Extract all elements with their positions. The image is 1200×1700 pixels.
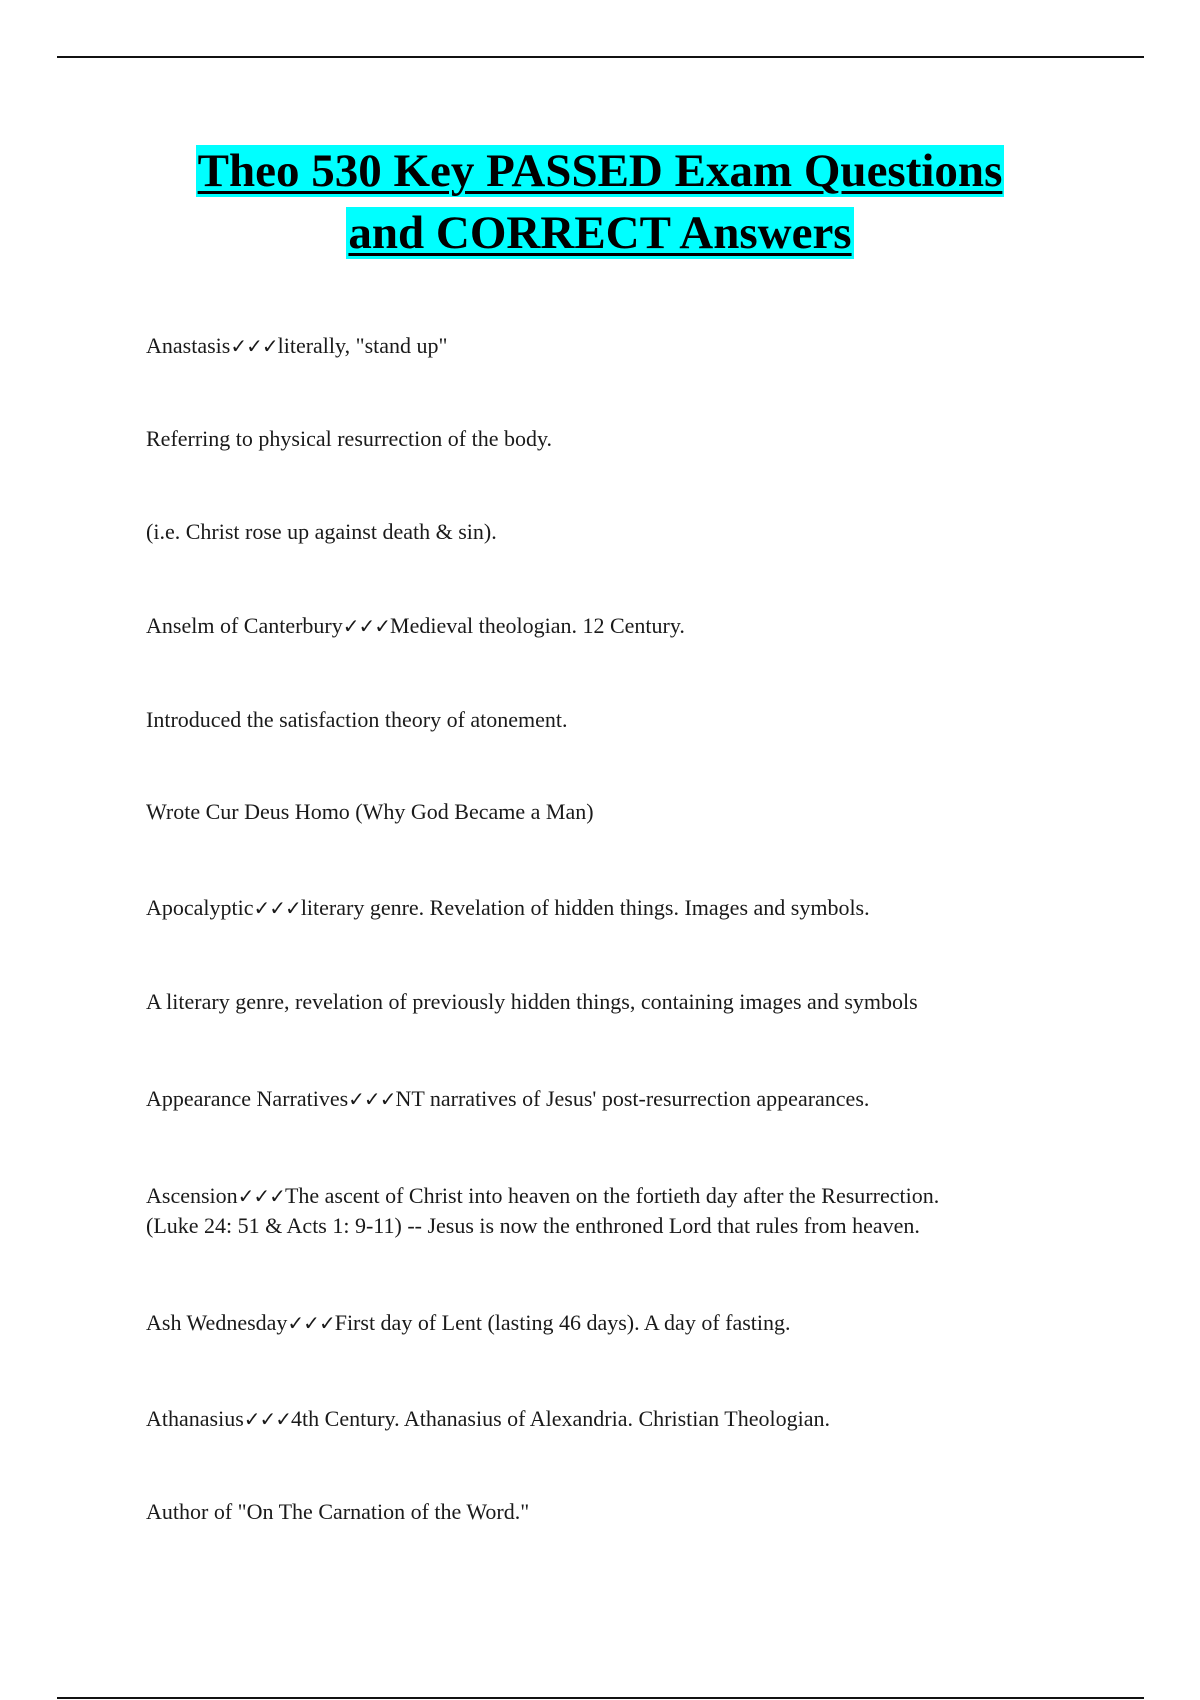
title-line-1: Theo 530 Key PASSED Exam Questions [197,145,1003,197]
definition: The ascent of Christ into heaven on the fortieth day after the Resurrection. [284,1183,940,1208]
term: Ascension [146,1183,238,1208]
note-line: (i.e. Christ rose up against death & sin). [146,519,497,544]
qa-entry-ascension-continued: (Luke 24: 51 & Acts 1: 9-11) -- Jesus is now the enthroned Lord that rules from heaven. [146,1213,920,1238]
qa-entry-athanasius [146,1404,1096,1434]
note-line: Introduced the satisfaction theory of atonement. [146,707,568,732]
term: Apocalyptic [146,895,254,920]
checkmarks-icon: ✓✓✓ [230,334,278,358]
checkmarks-icon: ✓✓✓ [348,1087,396,1111]
definition: literally, "stand up" [277,333,448,358]
definition: Medieval theologian. 12 Century. [390,613,685,638]
qa-entry-anselm [146,611,1096,641]
qa-entry-apocalyptic [146,893,1096,923]
checkmarks-icon: ✓✓✓ [237,1184,285,1208]
note-line: A literary genre, revelation of previously hidden things, containing images and symbols [146,989,918,1014]
bottom-rule [57,1697,1144,1699]
checkmarks-icon: ✓✓✓ [253,896,301,920]
term: Appearance Narratives [146,1086,349,1111]
title-line-2: and CORRECT Answers [348,207,852,259]
qa-entry-ascension [146,1181,1096,1211]
note-line: Referring to physical resurrection of the body. [146,426,553,451]
term: Anastasis [146,333,231,358]
qa-entry-anastasis [146,331,1096,361]
qa-entry-ash-wednesday [146,1308,1096,1338]
definition: NT narratives of Jesus' post-resurrection appearances. [395,1086,870,1111]
checkmarks-icon: ✓✓✓ [287,1311,335,1335]
note-line: Wrote Cur Deus Homo (Why God Became a Man) [146,799,594,824]
qa-entry-appearance-narratives [146,1084,1096,1114]
document-title [100,140,1100,264]
definition: literary genre. Revelation of hidden things. Images and symbols. [300,895,870,920]
term: Athanasius [146,1406,244,1431]
term: Ash Wednesday [146,1310,288,1335]
definition: 4th Century. Athanasius of Alexandria. Christian Theologian. [291,1406,830,1431]
checkmarks-icon: ✓✓✓ [342,614,391,638]
checkmarks-icon: ✓✓✓ [243,1407,292,1431]
definition: First day of Lent (lasting 46 days). A day of fasting. [334,1310,791,1335]
term: Anselm of Canterbury [146,613,343,638]
top-rule [57,56,1144,58]
note-line: Author of "On The Carnation of the Word." [146,1499,530,1524]
